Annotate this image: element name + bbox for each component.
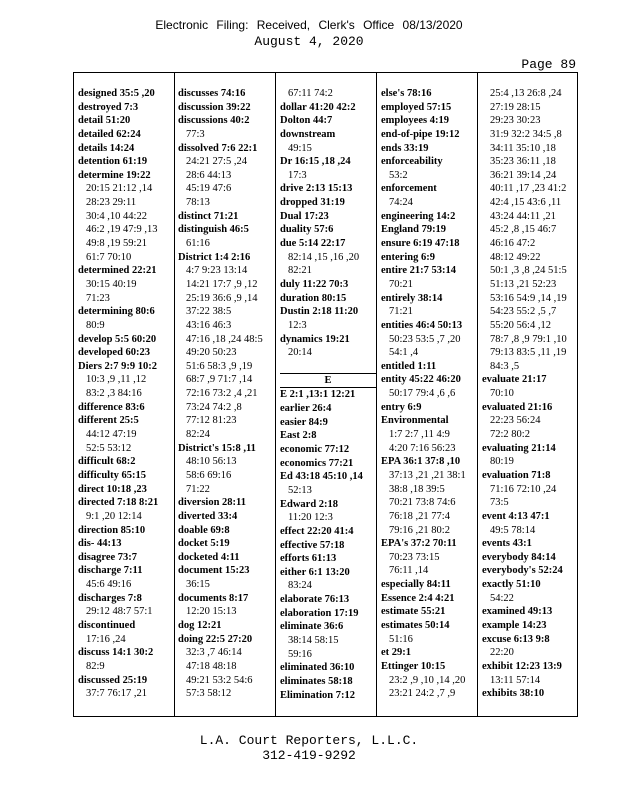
index-entry-continuation: 54:1 ,4 xyxy=(389,347,419,359)
index-entry-continuation: 40:11 ,17 ,23 41:2 xyxy=(490,183,567,195)
index-entry-continuation: 82:21 xyxy=(288,265,312,277)
index-entry-continuation: 30:4 ,10 44:22 xyxy=(86,210,147,222)
index-entry-continuation: 43:24 44:11 ,21 xyxy=(490,210,556,222)
index-entry: docket 5:19 xyxy=(178,538,230,550)
index-entry-continuation: 1:7 2:7 ,11 4:9 xyxy=(389,429,450,441)
index-entry: event 4:13 47:1 xyxy=(482,510,550,522)
index-entry: directed 7:18 8:21 xyxy=(78,497,159,509)
index-entry: effective 57:18 xyxy=(280,539,345,551)
index-entry: discusses 74:16 xyxy=(178,88,246,99)
index-entry: earlier 26:4 xyxy=(280,403,332,415)
index-entry: diversion 28:11 xyxy=(178,497,246,509)
index-entry-continuation: 51:6 58:3 ,9 ,19 xyxy=(186,360,253,372)
index-entry: distinguish 46:5 xyxy=(178,224,249,236)
index-entry: else's 78:16 xyxy=(381,88,432,99)
index-entry: discontinued xyxy=(78,619,136,631)
index-entry: District 1:4 2:16 xyxy=(178,251,251,263)
word-index-box xyxy=(73,72,578,717)
index-entry: determine 19:22 xyxy=(78,169,151,181)
index-entry: EPA 36:1 37:8 ,10 xyxy=(381,456,461,468)
index-entry: docketed 4:11 xyxy=(178,551,240,563)
index-entry-continuation: 24:21 27:5 ,24 xyxy=(186,156,247,168)
index-column-4 xyxy=(381,87,466,701)
column-divider xyxy=(376,73,377,716)
index-entry: entering 6:9 xyxy=(381,251,435,263)
index-entry-continuation: 71:23 xyxy=(86,292,110,304)
index-entry: employees 4:19 xyxy=(381,115,449,127)
spacer xyxy=(280,360,376,374)
index-entry-continuation: 58:6 69:16 xyxy=(186,469,232,481)
index-entry: evaluate 21:17 xyxy=(482,374,547,386)
index-entry: difficulty 65:15 xyxy=(78,469,146,481)
index-entry-continuation: 79:13 83:5 ,11 ,19 xyxy=(490,347,567,359)
index-entry: excuse 6:13 9:8 xyxy=(482,633,550,645)
index-entry-continuation: 47:16 ,18 ,24 48:5 xyxy=(186,333,263,345)
index-entry-continuation: 32:3 ,7 46:14 xyxy=(186,647,242,659)
index-entry: end-of-pipe 19:12 xyxy=(381,128,460,140)
index-entry-continuation: 49:8 ,19 59:21 xyxy=(86,238,147,250)
index-column-5 xyxy=(482,87,567,701)
index-entry-continuation: 27:19 28:15 xyxy=(490,101,541,113)
index-entry: determined 22:21 xyxy=(78,265,157,277)
index-entry-continuation: 17:16 ,24 xyxy=(86,633,126,645)
index-entry-continuation: 49:20 50:23 xyxy=(186,347,237,359)
index-entry-continuation: 67:11 74:2 xyxy=(288,88,333,99)
index-entry-continuation: 70:23 73:15 xyxy=(389,551,440,563)
index-entry-continuation: 37:22 38:5 xyxy=(186,306,232,318)
index-entry-continuation: 20:14 xyxy=(288,347,312,359)
footer-phone: 312-419-9292 xyxy=(262,748,356,763)
index-entry: District's 15:8 ,11 xyxy=(178,442,256,454)
index-entry: estimates 50:14 xyxy=(381,619,450,631)
index-entry: detailed 62:24 xyxy=(78,128,141,140)
column-divider xyxy=(275,73,276,716)
index-entry: determining 80:6 xyxy=(78,306,155,318)
index-entry-continuation: 79:16 ,21 80:2 xyxy=(389,524,450,536)
index-entry-continuation: 72:16 73:2 ,4 ,21 xyxy=(186,388,258,400)
index-entry: evaluated 21:16 xyxy=(482,401,553,413)
index-entry: duly 11:22 70:3 xyxy=(280,278,349,290)
index-entry: document 15:23 xyxy=(178,565,250,577)
index-entry: difficult 68:2 xyxy=(78,456,136,468)
index-entry: East 2:8 xyxy=(280,430,317,442)
index-entry: Dolton 44:7 xyxy=(280,115,333,127)
index-entry: direction 85:10 xyxy=(78,524,146,536)
index-entry: destroyed 7:3 xyxy=(78,101,139,113)
index-entry-continuation: 82:9 xyxy=(86,660,105,672)
index-entry-continuation: 78:13 xyxy=(186,197,210,209)
index-entry: Dustin 2:18 11:20 xyxy=(280,306,359,318)
index-entry-continuation: 52:5 53:12 xyxy=(86,442,132,454)
index-entry: details 14:24 xyxy=(78,142,135,154)
index-entry-continuation: 12:20 15:13 xyxy=(186,606,237,618)
index-entry: documents 8:17 xyxy=(178,592,249,604)
index-entry: entities 46:4 50:13 xyxy=(381,319,463,331)
index-entry-continuation: 80:19 xyxy=(490,456,514,468)
index-entry-continuation: 49:5 78:14 xyxy=(490,524,536,536)
index-entry: especially 84:11 xyxy=(381,579,451,591)
index-entry: eliminated 36:10 xyxy=(280,662,355,674)
index-entry: eliminates 58:18 xyxy=(280,675,353,687)
index-entry: detail 51:20 xyxy=(78,115,131,127)
index-entry: entitled 1:11 xyxy=(381,360,437,372)
index-entry: doing 22:5 27:20 xyxy=(178,633,253,645)
index-entry: everybody's 52:24 xyxy=(482,565,563,577)
index-entry: diverted 33:4 xyxy=(178,510,238,522)
index-entry: Environmental xyxy=(381,415,449,427)
index-entry: enforceability xyxy=(381,156,443,168)
index-entry-continuation: 28:6 44:13 xyxy=(186,169,232,181)
letter-heading-e: E xyxy=(280,373,376,388)
index-entry-continuation: 36:15 xyxy=(186,579,210,591)
index-entry: efforts 61:13 xyxy=(280,553,337,565)
index-entry-continuation: 76:18 ,21 77:4 xyxy=(389,510,450,522)
index-entry: distinct 71:21 xyxy=(178,210,239,222)
index-entry: dynamics 19:21 xyxy=(280,333,350,345)
index-entry: discussion 39:22 xyxy=(178,101,251,113)
index-entry-continuation: 68:7 ,9 71:7 ,14 xyxy=(186,374,253,386)
index-entry: Dr 16:15 ,18 ,24 xyxy=(280,156,351,168)
index-entry-continuation: 71:21 xyxy=(389,306,413,318)
index-column-1 xyxy=(78,87,158,701)
index-entry: Essence 2:4 4:21 xyxy=(381,592,455,604)
index-entry: estimate 55:21 xyxy=(381,606,446,618)
hearing-date: August 4, 2020 xyxy=(254,34,364,49)
index-entry-continuation: 71:22 xyxy=(186,483,210,495)
index-entry-continuation: 61:7 70:10 xyxy=(86,251,132,263)
index-entry: Ettinger 10:15 xyxy=(381,660,446,672)
index-entry-continuation: 25:4 ,13 26:8 ,24 xyxy=(490,88,562,99)
index-entry: evaluating 21:14 xyxy=(482,442,556,454)
index-entry-continuation: 22:20 xyxy=(490,647,514,659)
column-divider xyxy=(477,73,478,716)
index-entry-continuation: 78:7 ,8 ,9 79:1 ,10 xyxy=(490,333,567,345)
index-entry: due 5:14 22:17 xyxy=(280,238,346,250)
index-entry: either 6:1 13:20 xyxy=(280,566,350,578)
index-entry-continuation: 83:2 ,3 84:16 xyxy=(86,388,142,400)
index-entry-continuation: 38:14 58:15 xyxy=(288,634,339,646)
index-entry-continuation: 51:13 ,21 52:23 xyxy=(490,278,557,290)
index-entry-continuation: 48:12 49:22 xyxy=(490,251,541,263)
index-entry: effect 22:20 41:4 xyxy=(280,525,354,537)
index-entry-continuation: 59:16 xyxy=(288,648,312,660)
index-entry: enforcement xyxy=(381,183,437,195)
index-entry: Diers 2:7 9:9 10:2 xyxy=(78,360,158,372)
index-entry-continuation: 61:16 xyxy=(186,238,210,250)
index-entry: exhibits 38:10 xyxy=(482,688,545,700)
index-entry-continuation: 82:14 ,15 ,16 ,20 xyxy=(288,251,360,263)
index-entry: dollar 41:20 42:2 xyxy=(280,101,356,113)
index-entry-continuation: 73:24 74:2 ,8 xyxy=(186,401,242,413)
index-entry-continuation: 54:22 xyxy=(490,592,514,604)
index-entry-continuation: 20:15 21:12 ,14 xyxy=(86,183,153,195)
index-entry-continuation: 34:11 35:10 ,18 xyxy=(490,142,556,154)
index-entry: difference 83:6 xyxy=(78,401,145,413)
index-entry-continuation: 14:21 17:7 ,9 ,12 xyxy=(186,278,258,290)
index-column-3-top xyxy=(280,87,376,360)
index-entry-continuation: 42:4 ,15 43:6 ,11 xyxy=(490,197,562,209)
index-entry-continuation: 73:5 xyxy=(490,497,509,509)
index-entry: entirely 38:14 xyxy=(381,292,443,304)
index-entry: evaluation 71:8 xyxy=(482,469,551,481)
index-entry-continuation: 44:12 47:19 xyxy=(86,429,137,441)
index-entry: discharges 7:8 xyxy=(78,592,142,604)
index-entry: elaborate 76:13 xyxy=(280,594,350,606)
index-entry: England 79:19 xyxy=(381,224,447,236)
index-entry-continuation: 28:23 29:11 xyxy=(86,197,137,209)
index-entry: different 25:5 xyxy=(78,415,139,427)
index-entry: develop 5:5 60:20 xyxy=(78,333,157,345)
index-entry-continuation: 13:11 57:14 xyxy=(490,674,541,686)
index-entry: dog 12:21 xyxy=(178,619,222,631)
index-entry: Elimination 7:12 xyxy=(280,689,355,701)
index-entry-continuation: 25:19 36:6 ,9 ,14 xyxy=(186,292,258,304)
index-entry: dropped 31:19 xyxy=(280,197,345,209)
index-entry: Ed 43:18 45:10 ,14 xyxy=(280,471,363,483)
column-divider xyxy=(174,73,175,716)
index-entry: exhibit 12:23 13:9 xyxy=(482,660,562,672)
index-entry: discussions 40:2 xyxy=(178,115,250,127)
index-entry: detention 61:19 xyxy=(78,156,148,168)
index-entry: everybody 84:14 xyxy=(482,551,556,563)
index-entry-continuation: 36:21 39:14 ,24 xyxy=(490,169,557,181)
index-entry-continuation: 54:23 55:2 ,5 ,7 xyxy=(490,306,557,318)
index-entry-continuation: 53:16 54:9 ,14 ,19 xyxy=(490,292,567,304)
index-entry-continuation: 53:2 xyxy=(389,169,408,181)
index-entry: discuss 14:1 30:2 xyxy=(78,647,154,659)
index-entry: doable 69:8 xyxy=(178,524,230,536)
index-entry-continuation: 37:7 76:17 ,21 xyxy=(86,688,147,700)
index-entry-continuation: 84:3 ,5 xyxy=(490,360,520,372)
index-entry-continuation: 46:2 ,19 47:9 ,13 xyxy=(86,224,158,236)
index-entry-continuation: 4:20 7:16 56:23 xyxy=(389,442,456,454)
index-entry: ends 33:19 xyxy=(381,142,429,154)
index-entry-continuation: 46:16 47:2 xyxy=(490,238,536,250)
index-entry-continuation: 50:1 ,3 ,8 ,24 51:5 xyxy=(490,265,567,277)
index-entry: examined 49:13 xyxy=(482,606,553,618)
index-entry-continuation: 76:11 ,14 xyxy=(389,565,429,577)
index-entry: entity 45:22 46:20 xyxy=(381,374,461,386)
index-entry-continuation: 45:2 ,8 ,15 46:7 xyxy=(490,224,557,236)
index-entry: et 29:1 xyxy=(381,647,412,659)
index-entry: Edward 2:18 xyxy=(280,498,339,510)
index-entry: events 43:1 xyxy=(482,538,532,550)
index-entry-continuation: 55:20 56:4 ,12 xyxy=(490,319,551,331)
index-entry: exactly 51:10 xyxy=(482,579,541,591)
index-entry-continuation: 50:17 79:4 ,6 ,6 xyxy=(389,388,456,400)
index-entry: entry 6:9 xyxy=(381,401,422,413)
index-entry: dissolved 7:6 22:1 xyxy=(178,142,258,154)
index-entry: direct 10:18 ,23 xyxy=(78,483,147,495)
index-entry-continuation: 45:6 49:16 xyxy=(86,579,132,591)
index-entry: discussed 25:19 xyxy=(78,674,148,686)
index-entry-continuation: 31:9 32:2 34:5 ,8 xyxy=(490,128,562,140)
index-entry-continuation: 50:23 53:5 ,7 ,20 xyxy=(389,333,461,345)
index-entry: example 14:23 xyxy=(482,619,547,631)
index-entry-continuation: 29:23 30:23 xyxy=(490,115,541,127)
index-entry-continuation: 74:24 xyxy=(389,197,413,209)
index-entry-continuation: 9:1 ,20 12:14 xyxy=(86,510,142,522)
index-entry-continuation: 37:13 ,21 ,21 38:1 xyxy=(389,469,466,481)
index-entry-continuation: 12:3 xyxy=(288,319,307,331)
index-entry: easier 84:9 xyxy=(280,416,328,428)
index-entry-continuation: 22:23 56:24 xyxy=(490,415,541,427)
index-entry: duration 80:15 xyxy=(280,292,347,304)
index-entry: disagree 73:7 xyxy=(78,551,138,563)
index-entry: elaboration 17:19 xyxy=(280,607,359,619)
index-entry: eliminate 36:6 xyxy=(280,621,344,633)
footer-company: L.A. Court Reporters, L.L.C. xyxy=(199,733,419,748)
index-entry-continuation: 38:8 ,18 39:5 xyxy=(389,483,445,495)
index-entry-continuation: 49:21 53:2 54:6 xyxy=(186,674,253,686)
page-number: Page 89 xyxy=(521,57,576,72)
index-column-3 xyxy=(280,87,376,702)
index-entry-continuation: 10:3 ,9 ,11 ,12 xyxy=(86,374,147,386)
filing-stamp-line: Electronic Filing: Received, Clerk's Office 08/13/2020 xyxy=(155,18,463,32)
index-entry-continuation: 43:16 46:3 xyxy=(186,319,232,331)
index-entry-continuation: 57:3 58:12 xyxy=(186,688,232,700)
index-entry-continuation: 45:19 47:6 xyxy=(186,183,232,195)
index-entry: downstream xyxy=(280,128,336,140)
index-entry: E 2:1 ,13:1 12:21 xyxy=(280,389,356,401)
index-entry-continuation: 23:2 ,9 ,10 ,14 ,20 xyxy=(389,674,466,686)
index-entry-continuation: 30:15 40:19 xyxy=(86,278,137,290)
index-entry: discharge 7:11 xyxy=(78,565,143,577)
index-entry: economics 77:21 xyxy=(280,457,354,469)
index-entry-continuation: 48:10 56:13 xyxy=(186,456,237,468)
index-entry-continuation: 70:21 xyxy=(389,278,413,290)
index-entry-continuation: 77:3 xyxy=(186,128,205,140)
index-entry-continuation: 17:3 xyxy=(288,169,307,181)
index-entry-continuation: 77:12 81:23 xyxy=(186,415,237,427)
index-entry-continuation: 70:21 73:8 74:6 xyxy=(389,497,456,509)
index-entry-continuation: 72:2 80:2 xyxy=(490,429,530,441)
index-entry-continuation: 51:16 xyxy=(389,633,413,645)
index-entry-continuation: 11:20 12:3 xyxy=(288,512,333,524)
index-entry: developed 60:23 xyxy=(78,347,151,359)
index-entry: duality 57:6 xyxy=(280,224,334,236)
index-entry: drive 2:13 15:13 xyxy=(280,183,353,195)
index-entry-continuation: 82:24 xyxy=(186,429,210,441)
index-entry: economic 77:12 xyxy=(280,444,350,456)
index-entry-continuation: 71:16 72:10 ,24 xyxy=(490,483,557,495)
index-entry-continuation: 23:21 24:2 ,7 ,9 xyxy=(389,688,456,700)
index-entry-continuation: 70:10 xyxy=(490,388,514,400)
index-entry: designed 35:5 ,20 xyxy=(78,88,155,99)
index-entry-continuation: 47:18 48:18 xyxy=(186,660,237,672)
index-entry: Dual 17:23 xyxy=(280,210,329,222)
index-entry-continuation: 29:12 48:7 57:1 xyxy=(86,606,153,618)
index-entry-continuation: 83:24 xyxy=(288,580,312,592)
index-entry-continuation: 80:9 xyxy=(86,319,105,331)
index-entry-continuation: 52:13 xyxy=(288,484,312,496)
index-entry-continuation: 35:23 36:11 ,18 xyxy=(490,156,556,168)
index-entry: employed 57:15 xyxy=(381,101,452,113)
index-entry-continuation: 4:7 9:23 13:14 xyxy=(186,265,248,277)
index-column-3-bottom xyxy=(280,388,376,702)
index-entry: EPA's 37:2 70:11 xyxy=(381,538,457,550)
index-entry: engineering 14:2 xyxy=(381,210,456,222)
index-entry: dis- 44:13 xyxy=(78,538,122,550)
index-column-2 xyxy=(178,87,263,701)
index-entry: entire 21:7 53:14 xyxy=(381,265,457,277)
index-entry-continuation: 49:15 xyxy=(288,142,312,154)
index-entry: ensure 6:19 47:18 xyxy=(381,238,460,250)
